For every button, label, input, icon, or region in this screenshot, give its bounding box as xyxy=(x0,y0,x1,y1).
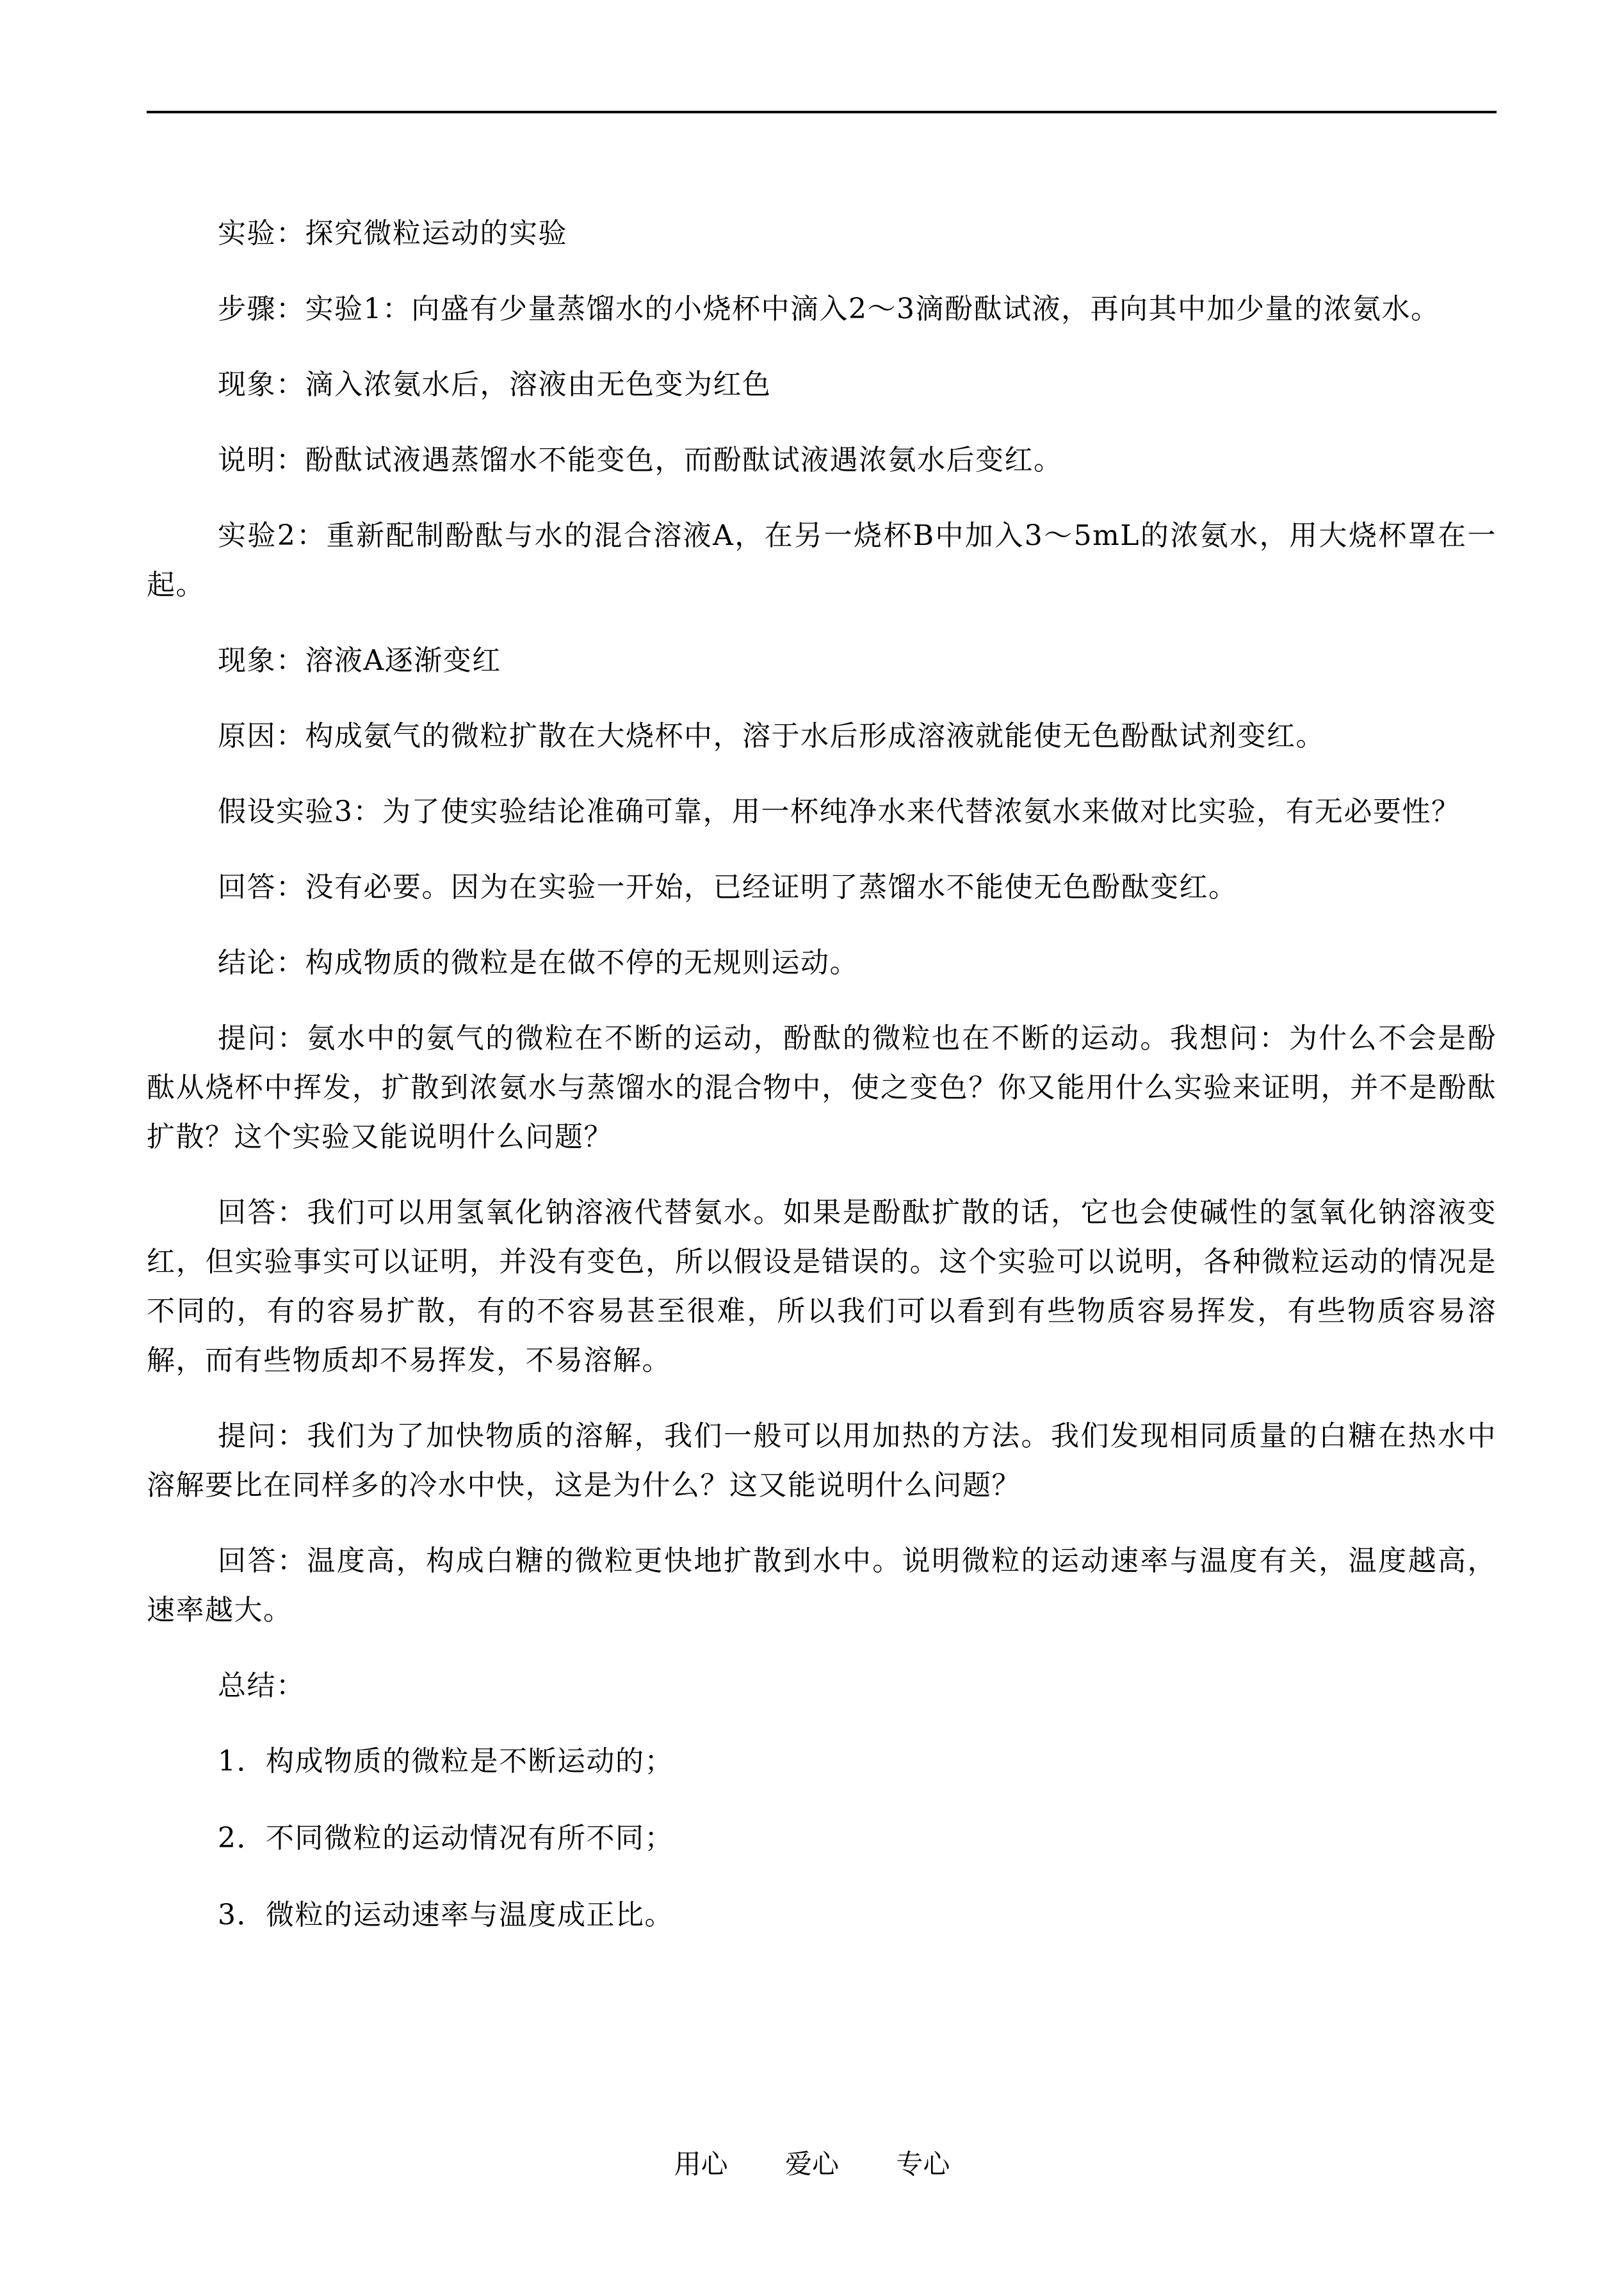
footer-motto-item: 用心 xyxy=(674,2148,728,2180)
footer-motto-item: 爱心 xyxy=(784,2148,839,2180)
phenomenon-2-paragraph: 现象：溶液A逐渐变红 xyxy=(218,644,501,677)
summary-item: 2．不同微粒的运动情况有所不同； xyxy=(218,1822,674,1854)
experiment-title: 实验：探究微粒运动的实验 xyxy=(218,217,567,250)
answer-2-paragraph: 回答：我们可以用氢氧化钠溶液代替氨水。如果是酚酞扩散的话，它也会使碱性的氢氧化钠溶液变红，但实验事实可以证明，并没有变色，所以假设是错误的。这个实验可以说明，各种微粒运动的情况是不同的，有的容易扩散，有的不容易甚至很难，所以我们可以看到有些物质容易挥发，有些物质容易溶解，而有些物质却不易挥发，不易溶解。 xyxy=(147,1196,1497,1377)
phenomenon-1-paragraph: 现象：滴入浓氨水后，溶液由无色变为红色 xyxy=(218,368,772,401)
steps-paragraph: 步骤：实验1：向盛有少量蒸馏水的小烧杯中滴入2～3滴酚酞试液，再向其中加少量的浓氨水。 xyxy=(218,293,1440,325)
explanation-paragraph: 说明：酚酞试液遇蒸馏水不能变色，而酚酞试液遇浓氨水后变红。 xyxy=(218,444,1063,476)
hypothesis-3-paragraph: 假设实验3：为了使实验结论准确可靠，用一杯纯净水来代替浓氨水来做对比实验，有无必要性？ xyxy=(218,795,1461,828)
footer-motto-item: 专心 xyxy=(896,2148,950,2180)
page-footer xyxy=(0,2145,1624,2184)
reason-paragraph: 原因：构成氨气的微粒扩散在大烧杯中，溶于水后形成溶液就能使无色酚酞试剂变红。 xyxy=(218,720,1325,752)
document-body xyxy=(147,209,1497,1967)
header-rule xyxy=(147,111,1497,113)
answer-1-paragraph: 回答：没有必要。因为在实验一开始，已经证明了蒸馏水不能使无色酚酞变红。 xyxy=(218,871,1238,904)
summary-item: 3．微粒的运动速率与温度成正比。 xyxy=(218,1899,674,1931)
question-2-paragraph: 提问：我们为了加快物质的溶解，我们一般可以用加热的方法。我们发现相同质量的白糖在热水中溶解要比在同样多的冷水中快，这是为什么？这又能说明什么问题？ xyxy=(147,1420,1497,1502)
summary-heading: 总结： xyxy=(218,1669,305,1702)
experiment-2-paragraph: 实验2：重新配制酚酞与水的混合溶液A，在另一烧杯B中加入3～5mL的浓氨水，用大烧杯罩在一起。 xyxy=(147,519,1497,601)
question-1-paragraph: 提问：氨水中的氨气的微粒在不断的运动，酚酞的微粒也在不断的运动。我想问：为什么不会是酚酞从烧杯中挥发，扩散到浓氨水与蒸馏水的混合物中，使之变色？你又能用什么实验来证明，并不是酚酞扩散？这个实验又能说明什么问题？ xyxy=(147,1022,1497,1153)
summary-item: 1．构成物质的微粒是不断运动的； xyxy=(218,1745,674,1778)
conclusion-paragraph: 结论：构成物质的微粒是在做不停的无规则运动。 xyxy=(218,946,859,979)
answer-3-paragraph: 回答：温度高，构成白糖的微粒更快地扩散到水中。说明微粒的运动速率与温度有关，温度越高，速率越大。 xyxy=(147,1545,1497,1626)
